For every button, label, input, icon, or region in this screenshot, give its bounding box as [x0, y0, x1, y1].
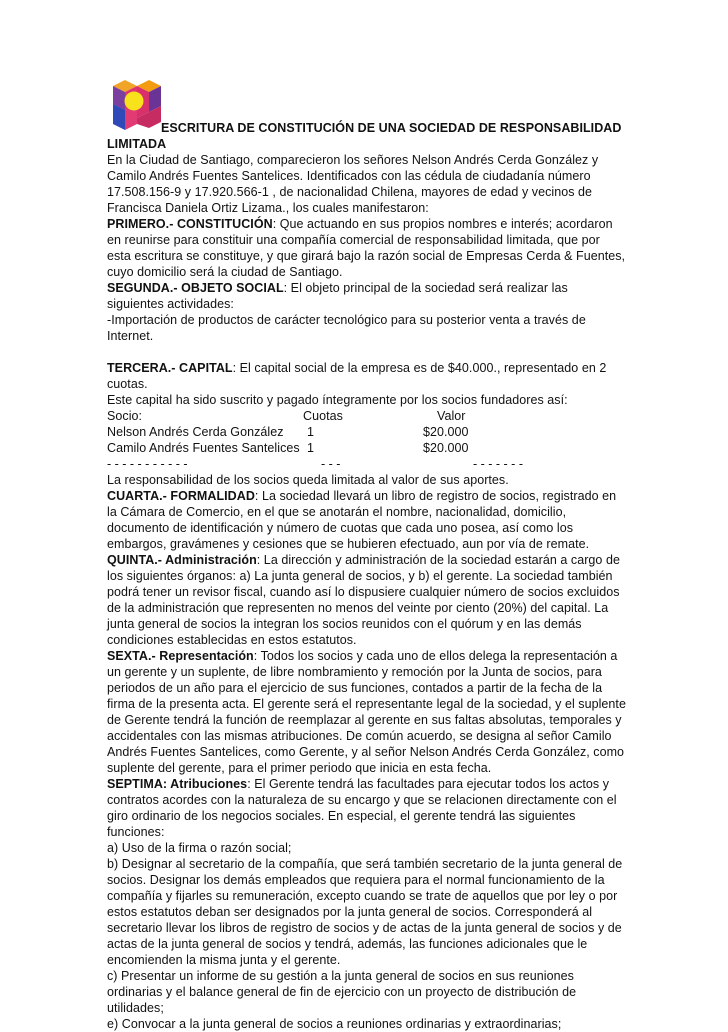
clause-primero — [107, 216, 627, 280]
clause-text: : El objeto principal de la sociedad será realizar las siguientes actividades: — [107, 281, 568, 311]
header-valor-label: Valor — [437, 409, 466, 423]
cell-cuotas — [303, 424, 423, 440]
cell-valor: $20.000 — [423, 441, 469, 455]
list-item: b) Designar al secretario de la compañía, que será también secretario de la junta general de socios. Designar los demás empleados que requiera para el normal funcionamiento de la compañía y fijarles su remuneración, excepto cuando se trate de aquellos que por ley o por estos estatutos deban ser designados por la junta general de socios. Corresponderá al secretario llevar los libros de registro de socios y de actas de la junta general de socios y de actas de la junta general de socios y tendrá, además, las funciones adicionales que le encomienden la misma junta y el gerente. — [107, 857, 623, 967]
clause-text: : Que actuando en sus propios nombres e interés; acordaron en reunirse para constituir una compañía comercial de responsabilidad limitada, que por esta escritura se constituye, y que girará bajo la razón social de Empresas Cerda & Fuentes, cuyo domicilio será la ciudad de Santiago. — [107, 217, 626, 279]
clause-segunda — [107, 280, 627, 312]
clause-tercera-text2: Este capital ha sido suscrito y pagado íntegramente por los socios fundadores así: — [107, 393, 568, 407]
list-item: c) Presentar un informe de su gestión a la junta general de socios en sus reuniones ordinarias y el balance general de fin de ejercicio con un proyecto de distribución de utilidades; — [107, 969, 577, 1015]
clause-septima — [107, 776, 627, 840]
dash-separator — [303, 456, 423, 472]
clause-heading: SEXTA.- Representación — [107, 649, 254, 663]
table-row — [107, 424, 523, 440]
header-valor — [423, 408, 523, 424]
cell-cuotas-value: 1 — [307, 425, 315, 439]
cell-socio: Camilo Andrés Fuentes Santelices — [107, 441, 300, 455]
dash-separator: - - - - - - - - - - - — [107, 457, 188, 471]
clause-heading: SEPTIMA: Atribuciones — [107, 777, 248, 791]
responsabilidad-text: La responsabilidad de los socios queda limitada al valor de sus aportes. — [107, 473, 509, 487]
title-line-2: LIMITADA — [107, 137, 167, 151]
clause-heading: SEGUNDA.- OBJETO SOCIAL — [107, 281, 284, 295]
clause-heading: PRIMERO.- CONSTITUCIÓN — [107, 217, 273, 231]
table-row — [107, 440, 523, 456]
socios-table — [107, 408, 523, 472]
list-item: e) Convocar a la junta general de socios a reuniones ordinarias y extraordinarias; — [107, 1017, 562, 1031]
clause-segunda-item: -Importación de productos de carácter tecnológico para su posterior venta a través de Internet. — [107, 313, 586, 343]
clause-text: : Todos los socios y cada uno de ellos delega la representación a un gerente y un suplente, de libre nombramiento y remoción por la Junta de socios, para periodos de un año para el ejercicio de sus funciones, contados a partir de la fecha de la firma de la presenta acta. El gerente será el representante legal de la sociedad, y el suplente de Gerente tendrá la función de reemplazar al gerente en sus faltas absolutas, temporales y accidentales con las mismas atribuciones. De común acuerdo, se designa al señor Camilo Andrés Fuentes Santelices, como Gerente, y al señor Nelson Andrés Cerda González, como suplente del gerente, para el primer periodo que inicia en esta fecha. — [107, 649, 626, 775]
intro-paragraph: En la Ciudad de Santiago, comparecieron los señores Nelson Andrés Cerda González y Camilo Andrés Fuentes Santelices. Identificados con las cédula de ciudadanía número 17.508.156-9 y 17.920.566-1 , de nacionalidad Chilena, mayores de edad y vecinos de Francisca Daniela Ortiz Lizama., los cuales manifestaron: — [107, 153, 599, 215]
table-dash-row — [107, 456, 523, 472]
clause-heading: QUINTA.- Administración — [107, 553, 257, 567]
list-item: a) Uso de la firma o razón social; — [107, 841, 292, 855]
dash-separator-text: - - - - - - - — [473, 457, 523, 471]
document-title — [107, 120, 627, 136]
header-cuotas — [303, 408, 423, 424]
cell-cuotas — [303, 440, 423, 456]
table-header-row — [107, 408, 523, 424]
clause-heading: CUARTA.- FORMALIDAD — [107, 489, 255, 503]
header-socio: Socio: — [107, 409, 143, 423]
document-body — [107, 120, 627, 1032]
clause-heading: TERCERA.- CAPITAL — [107, 361, 233, 375]
spacer — [107, 344, 627, 360]
clause-quinta — [107, 552, 627, 648]
clause-text: : El Gerente tendrá las facultades para ejecutar todos los actos y contratos acordes con la naturaleza de su encargo y que se relacionen directamente con el giro ordinario de los negocios sociales. En especial, el gerente tendrá las siguientes funciones: — [107, 777, 617, 839]
clause-text: : El capital social de la empresa es de $40.000., representado en 2 cuotas. — [107, 361, 607, 391]
cell-socio: Nelson Andrés Cerda González — [107, 425, 284, 439]
title-line-1: ESCRITURA DE CONSTITUCIÓN DE UNA SOCIEDAD DE RESPONSABILIDAD — [161, 121, 622, 135]
cell-cuotas-value: 1 — [307, 441, 315, 455]
clause-sexta — [107, 648, 627, 776]
clause-text: : La dirección y administración de la sociedad estarán a cargo de los siguientes órganos: a) La junta general de socios, y b) el gerente. La sociedad también podrá tener un revisor fiscal, cuando así lo dispusiere cualquier número de socios excluidos de la administración que representen no menos del veinte por ciento (20%) del capital. La junta general de socios la integran los socios reunidos con el quórum y en las demás condiciones establecidas en estos estatutos. — [107, 553, 620, 647]
dash-separator-text: - - - — [321, 457, 341, 471]
dash-separator — [423, 456, 523, 472]
clause-cuarta — [107, 488, 627, 552]
clause-tercera — [107, 360, 627, 392]
cell-valor: $20.000 — [423, 425, 469, 439]
clause-text: : La sociedad llevará un libro de registro de socios, registrado en la Cámara de Comercio, en el que se anotarán el nombre, nacionalidad, domicilio, documento de identificación y número de cuotas que cada uno posea, así como los embargos, gravámenes y cesiones que se hubieren efectuado, aun por vía de remate. — [107, 489, 617, 551]
header-cuotas-label: Cuotas — [303, 409, 343, 423]
